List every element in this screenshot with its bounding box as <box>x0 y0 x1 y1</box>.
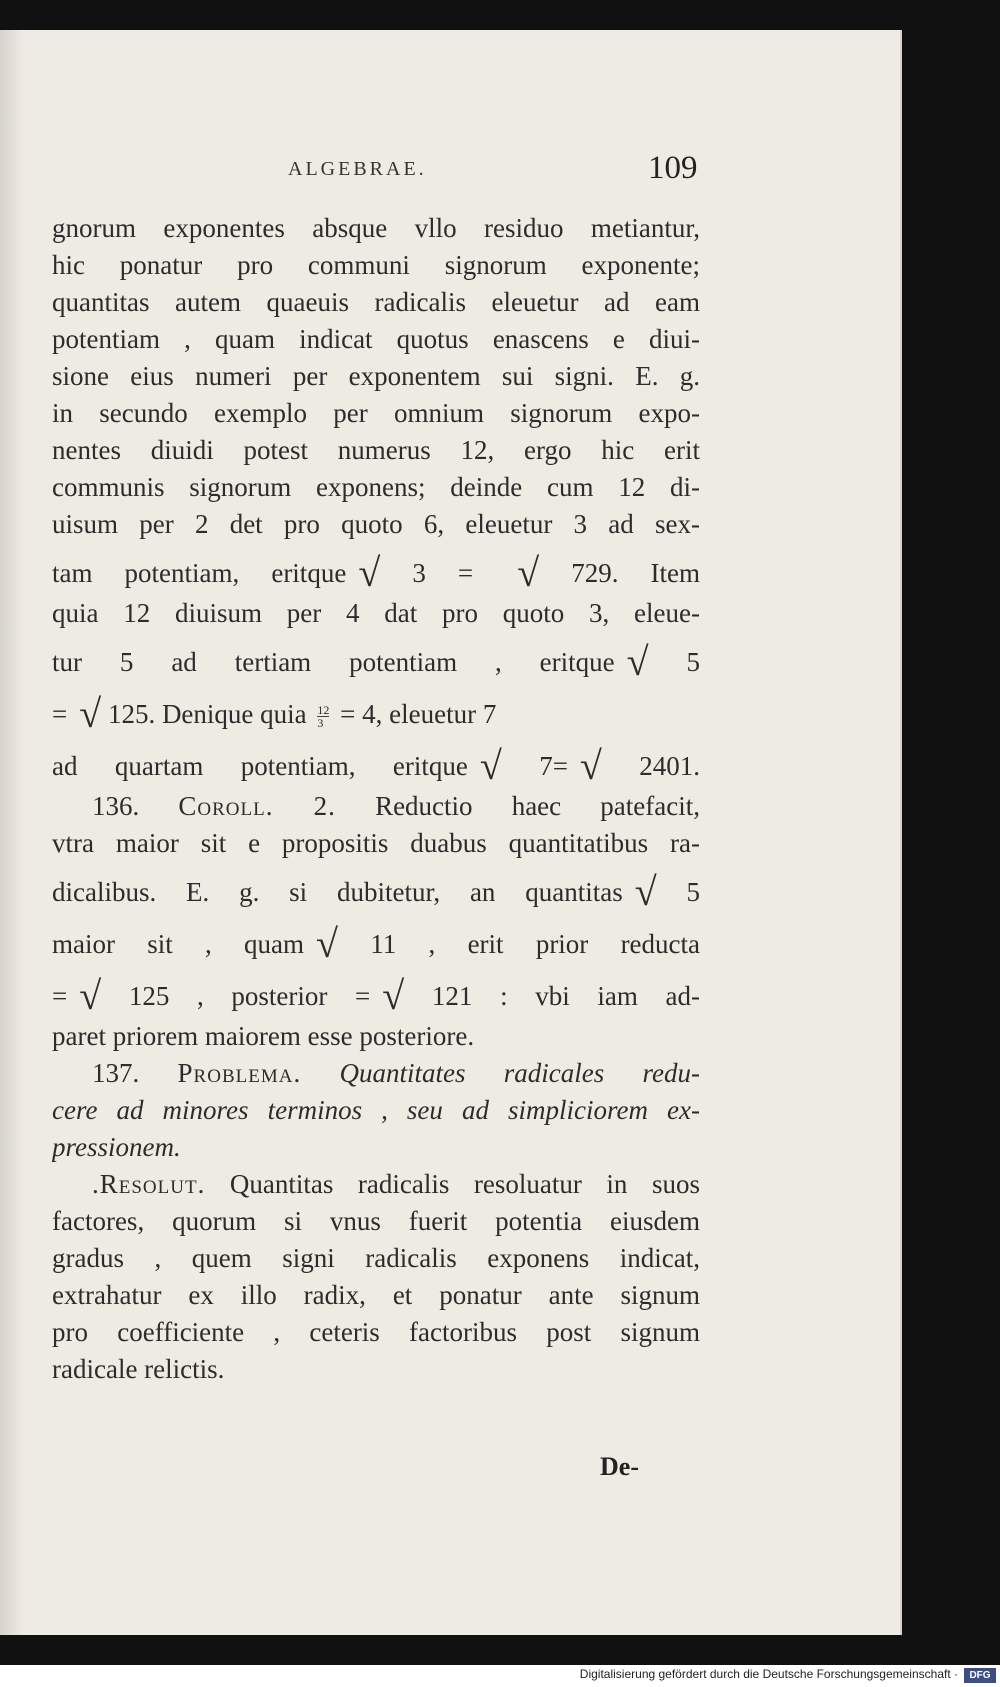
text-fragment: 3 = <box>412 558 474 588</box>
text-fragment: = <box>52 699 68 729</box>
formula-line <box>52 914 700 966</box>
radical-sign <box>370 966 404 1018</box>
text-fragment: Reductio haec patefacit, <box>375 791 700 821</box>
footer-bar <box>0 1665 1000 1687</box>
section-number: 136. <box>92 791 140 821</box>
text-fragment: ad quartam potentiam, eritque <box>52 751 468 781</box>
text-fragment: = <box>52 981 68 1011</box>
text-fragment: 729. Item <box>571 558 700 588</box>
text-line: uisum per 2 det pro quoto 6, eleuetur 3 ad sex- <box>52 509 700 539</box>
section-heading-line <box>52 1166 700 1203</box>
text-fragment: 5 <box>686 647 700 677</box>
footer-credit: Digitalisierung gefördert durch die Deutsche Forschungsgemeinschaft · <box>579 1667 958 1681</box>
radical-sign <box>505 543 539 595</box>
text-fragment: 7= <box>539 751 568 781</box>
text-fragment: 125 , posterior = <box>128 981 371 1011</box>
text-fragment: 2401. <box>639 751 700 781</box>
radical-symbol: √ <box>479 743 502 788</box>
fraction <box>317 704 329 729</box>
text-line: paret priorem maiorem esse posteriore. <box>52 1021 475 1051</box>
text-line: potentiam , quam indicat quotus enascens e diui- <box>52 324 700 354</box>
section-label: .Resolut. <box>92 1169 206 1199</box>
radical-sign <box>615 632 649 684</box>
text-fragment: Quantitates radicales redu- <box>339 1058 700 1088</box>
radical-sign <box>623 862 657 914</box>
formula-line <box>52 684 700 736</box>
radical-sign <box>304 914 338 966</box>
text-line: hic ponatur pro communi signorum exponente; <box>52 250 700 280</box>
formula-line <box>52 632 700 684</box>
text-fragment: dicalibus. E. g. si dubitetur, an quantitas <box>52 877 623 907</box>
fraction-denominator: 3 <box>317 716 324 731</box>
radical-symbol: √ <box>517 550 540 595</box>
formula-line <box>52 543 700 595</box>
radical-symbol: √ <box>79 691 102 736</box>
text-line: quia 12 diuisum per 4 dat pro quoto 3, eleue- <box>52 598 700 628</box>
text-fragment: Quantitas radicalis resoluatur in suos <box>229 1169 700 1199</box>
book-page <box>0 30 902 1635</box>
text-line: communis signorum exponens; deinde cum 12 di- <box>52 472 700 502</box>
text-fragment: tur 5 ad tertiam potentiam , eritque <box>52 647 615 677</box>
running-head: ALGEBRAE. <box>288 158 427 180</box>
section-number: 137. <box>92 1058 140 1088</box>
radical-symbol: √ <box>579 743 602 788</box>
text-line: gnorum exponentes absque vllo residuo metiantur, <box>52 213 700 243</box>
text-fragment: = 4, eleuetur 7 <box>340 699 497 729</box>
text-fragment: tam potentiam, eritque <box>52 558 347 588</box>
radical-symbol: √ <box>79 973 102 1018</box>
text-fragment: 125. Denique quia <box>107 699 307 729</box>
radical-sign <box>67 684 101 736</box>
text-line: factores, quorum si vnus fuerit potentia eiusdem <box>52 1206 700 1236</box>
text-line: in secundo exemplo per omnium signorum expo- <box>52 398 700 428</box>
text-fragment: 121 : vbi iam ad- <box>431 981 700 1011</box>
section-label: Coroll. 2. <box>178 791 336 821</box>
section-heading-line <box>52 788 700 825</box>
text-fragment: maior sit , quam <box>52 929 305 959</box>
text-line: nentes diuidi potest numerus 12, ergo hic erit <box>52 435 700 465</box>
fraction-numerator: 12 <box>317 703 330 718</box>
text-fragment: 11 , erit prior reducta <box>370 929 700 959</box>
text-line: extrahatur ex illo radix, et ponatur ante signum <box>52 1280 700 1310</box>
radical-sign <box>67 966 101 1018</box>
text-line: pressionem. <box>52 1132 181 1162</box>
page-header <box>0 152 900 192</box>
text-line: sione eius numeri per exponentem sui signi. E. g. <box>52 361 700 391</box>
radical-symbol: √ <box>382 973 405 1018</box>
radical-symbol: √ <box>316 921 338 966</box>
radical-symbol: √ <box>634 869 657 914</box>
formula-line <box>52 966 700 1018</box>
text-line: quantitas autem quaeuis radicalis eleuetur ad eam <box>52 287 700 317</box>
catchword: De- <box>600 1452 639 1481</box>
text-fragment: 5 <box>686 877 700 907</box>
gutter-shadow <box>0 30 24 1635</box>
radical-sign <box>468 736 502 788</box>
formula-line <box>52 736 700 788</box>
radical-symbol: √ <box>626 639 649 684</box>
section-label: Problema. <box>177 1058 302 1088</box>
text-line: cere ad minores terminos , seu ad simpliciorem ex- <box>52 1095 700 1125</box>
radical-sign <box>346 543 380 595</box>
body-text <box>52 210 700 1388</box>
radical-symbol: √ <box>358 550 381 595</box>
text-line: vtra maior sit e propositis duabus quantitatibus ra- <box>52 828 700 858</box>
text-line: radicale relictis. <box>52 1354 225 1384</box>
text-line: pro coefficiente , ceteris factoribus post signum <box>52 1317 700 1347</box>
dfg-logo: DFG <box>964 1668 996 1683</box>
page-number: 109 <box>648 150 698 186</box>
section-heading-line <box>52 1055 700 1092</box>
text-line: gradus , quem signi radicalis exponens indicat, <box>52 1243 700 1273</box>
formula-line <box>52 862 700 914</box>
radical-sign <box>568 736 602 788</box>
